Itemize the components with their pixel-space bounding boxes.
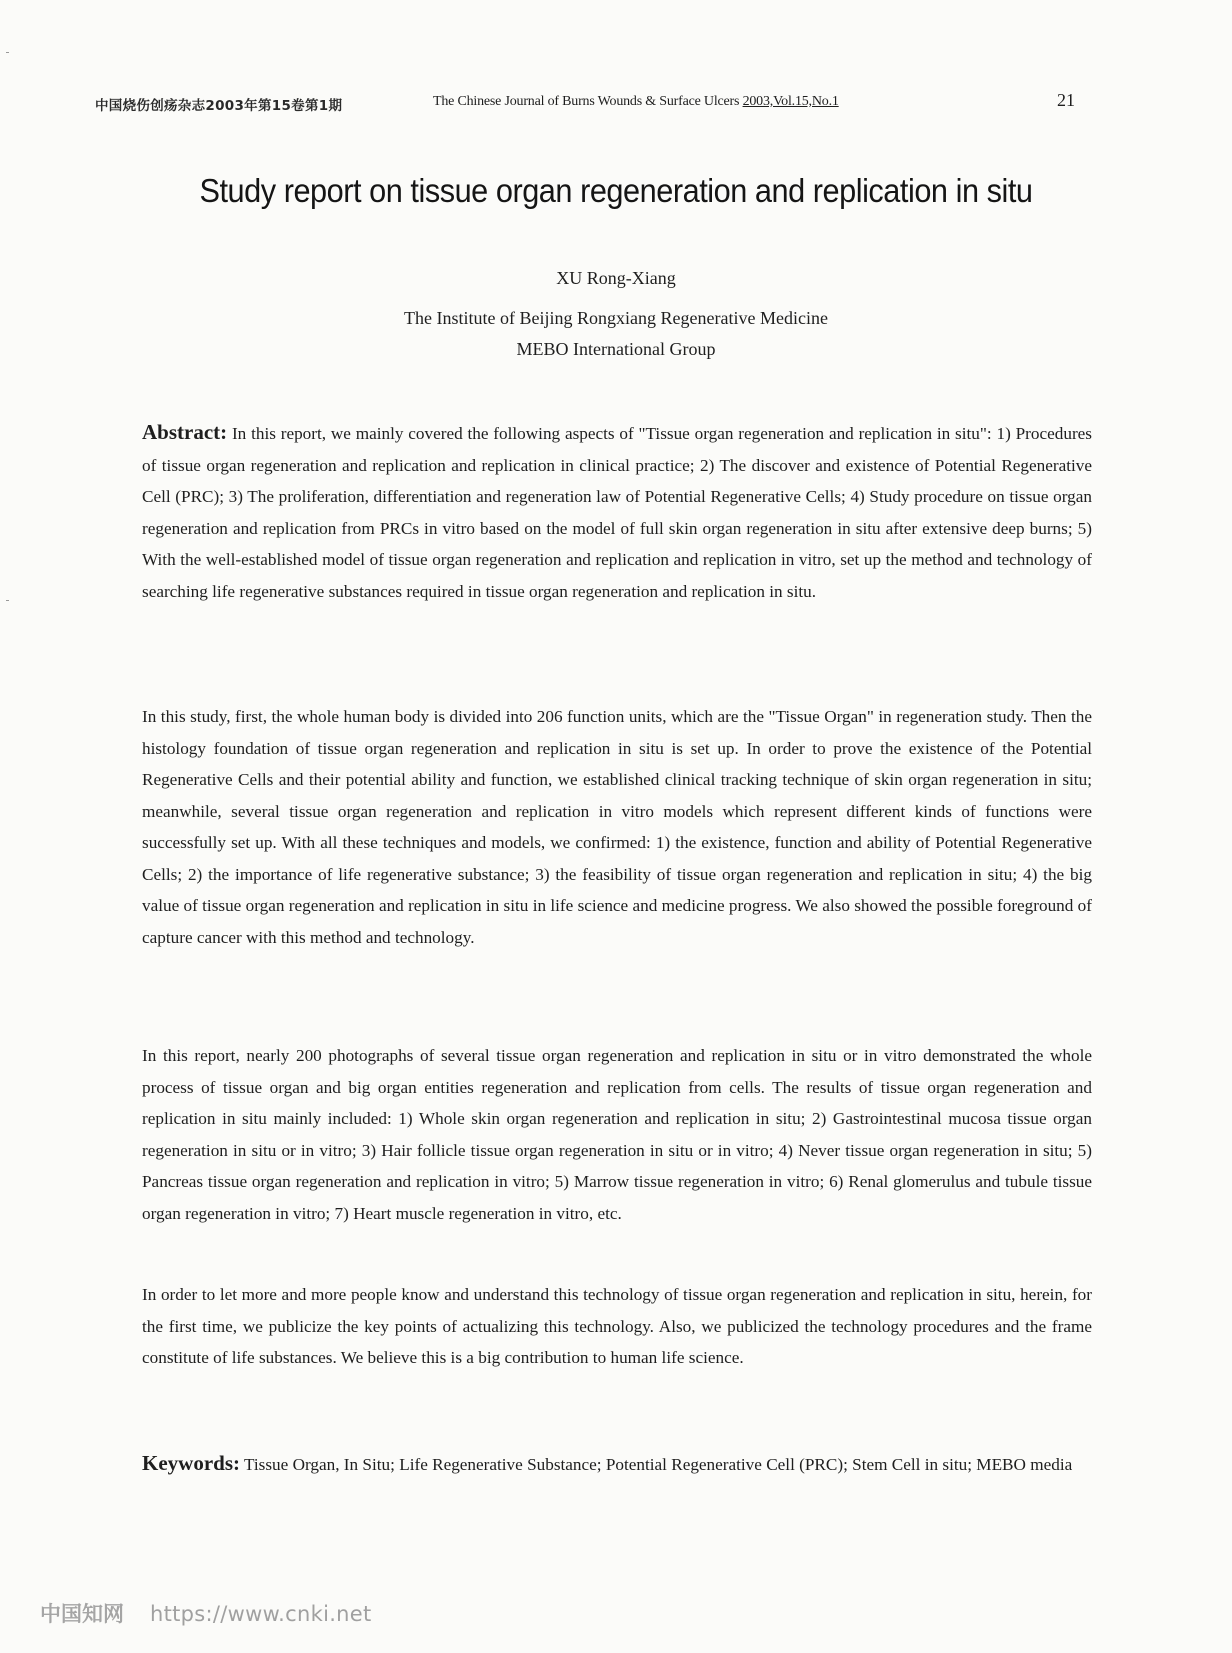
journal-title-chinese: 中国烧伤创疡杂志2003年第15卷第1期 — [95, 98, 343, 114]
paper-title: Study report on tissue organ regeneration and replication in situ — [199, 172, 1033, 209]
page-number: 21 — [1057, 90, 1075, 110]
abstract — [142, 417, 1092, 607]
margin-mark — [6, 52, 9, 53]
body-paragraph: In order to let more and more people know and understand this technology of tissue organ regeneration and replication in situ, herein, for the first time, we publicize the key points of actualizing this technology. Also, we publicized the technology procedures and the frame constitute of life substances. We believe this is a big contribution to human life science. — [142, 1285, 1092, 1367]
author-affiliation-group: MEBO International Group — [516, 339, 716, 359]
cnki-logo-text: 中国知网 — [40, 1602, 124, 1626]
keywords-label: Keywords: — [142, 1451, 240, 1475]
author-name: XU Rong-Xiang — [556, 268, 676, 288]
margin-mark — [6, 600, 9, 601]
journal-title-english — [433, 94, 839, 110]
body-paragraph: In this report, nearly 200 photographs of several tissue organ regeneration and replication in situ or in vitro demonstrated the whole process of tissue organ and big organ entities regeneration and replication from cells. The results of tissue organ regeneration and replication in situ mainly included: 1) Whole skin organ regeneration and replication in situ; 2) Gastrointestinal mucosa tissue organ regeneration in situ or in vitro; 3) Hair follicle tissue organ regeneration in situ or in vitro; 4) Never tissue organ regeneration in situ; 5) Pancreas tissue organ regeneration and replication in vitro; 5) Marrow tissue regeneration in vitro; 6) Renal glomerulus and tubule tissue organ regeneration in vitro; 7) Heart muscle regeneration in vitro, etc. — [142, 1046, 1092, 1223]
running-header — [95, 92, 1085, 116]
journal-name-english: The Chinese Journal of Burns Wounds & Surface Ulcers — [433, 94, 743, 109]
keywords-text: Tissue Organ, In Situ; Life Regenerative Substance; Potential Regenerative Cell (PRC); Stem Cell in situ; MEBO media — [244, 1455, 1073, 1474]
keywords — [142, 1448, 1092, 1481]
abstract-text: In this report, we mainly covered the following aspects of "Tissue organ regeneration and replication in situ": 1) Procedures of tissue organ regeneration and replication and replication in clinical practice; 2) The discover and existence of Potential Regenerative Cell (PRC); 3) The proliferation, differentiation and regeneration law of Potential Regenerative Cells; 4) Study procedure on tissue organ regeneration and replication from PRCs in vitro based on the model of full skin organ regeneration in situ after extensive deep burns; 5) With the well-established model of tissue organ regeneration and replication and replication in vitro, set up the method and technology of searching life regenerative substances required in tissue organ regeneration and replication in situ. — [142, 424, 1092, 601]
journal-issue: 2003,Vol.15,No.1 — [742, 94, 839, 109]
abstract-label: Abstract: — [142, 420, 228, 444]
author-affiliation: The Institute of Beijing Rongxiang Regenerative Medicine — [404, 308, 828, 328]
body-paragraph: In this study, first, the whole human body is divided into 206 function units, which are the "Tissue Organ" in regeneration study. Then the histology foundation of tissue organ regeneration and replication in situ is set up. In order to prove the existence of the Potential Regenerative Cells and their potential ability and function, we established clinical tracking technique of skin organ regeneration in situ; meanwhile, several tissue organ regeneration and replication in vitro models which represent different kinds of functions were successfully set up. With all these techniques and models, we confirmed: 1) the existence, function and ability of Potential Regenerative Cells; 2) the importance of life regenerative substance; 3) the feasibility of tissue organ regeneration and replication in situ; 4) the big value of tissue organ regeneration and replication in situ in life science and medicine progress. We also showed the possible foreground of capture cancer with this method and technology. — [142, 707, 1092, 947]
cnki-url: https://www.cnki.net — [150, 1602, 372, 1626]
cnki-watermark — [40, 1598, 372, 1628]
